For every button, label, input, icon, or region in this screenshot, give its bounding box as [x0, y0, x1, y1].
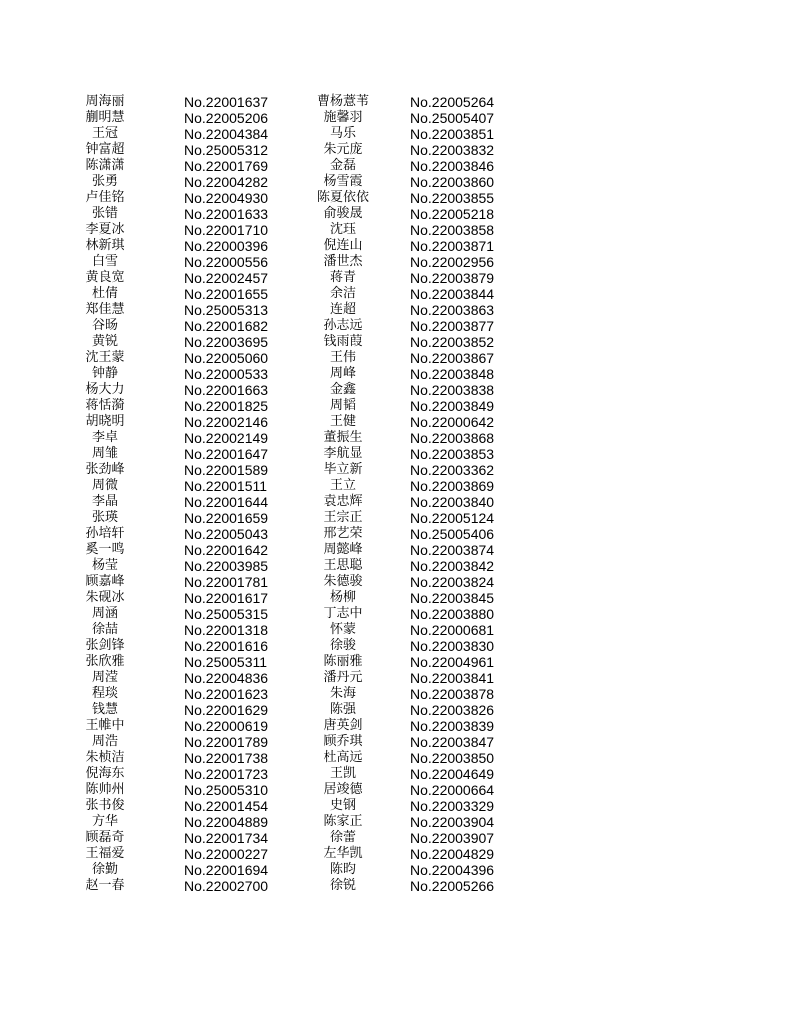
name-right: 陈丽雅: [323, 654, 363, 669]
table-row: [0, 750, 800, 766]
table-row: [0, 142, 800, 158]
name-right: 潘世杰: [323, 254, 363, 269]
id-number-right: No.22005218: [410, 206, 495, 222]
name-right: 王思聪: [323, 558, 363, 573]
name-left: 顾磊奇: [85, 830, 125, 845]
id-number-right: No.22000681: [410, 622, 495, 638]
id-number-right: No.22003855: [410, 190, 495, 206]
name-right: 施馨羽: [323, 110, 363, 125]
id-number-left: No.22001637: [184, 94, 269, 110]
name-right: 陈强: [329, 702, 356, 717]
id-number-right: No.22004649: [410, 766, 495, 782]
name-left: 蒯明慧: [85, 110, 125, 125]
name-right: 周懿峰: [323, 542, 363, 557]
table-row: [0, 862, 800, 878]
table-row: [0, 350, 800, 366]
id-number-right: No.22003860: [410, 174, 495, 190]
id-number-right: No.22003868: [410, 430, 495, 446]
id-number-left: No.22001644: [184, 494, 269, 510]
id-number-right: No.22003874: [410, 542, 495, 558]
id-number-left: No.22001723: [184, 766, 269, 782]
table-row: [0, 430, 800, 446]
id-number-right: No.22003848: [410, 366, 495, 382]
table-row: [0, 190, 800, 206]
id-number-left: No.22004889: [184, 814, 269, 830]
table-row: [0, 270, 800, 286]
name-left: 钟富超: [85, 142, 125, 157]
id-number-left: No.22002457: [184, 270, 269, 286]
name-left: 黄锐: [91, 334, 118, 349]
name-right: 沈珏: [329, 222, 356, 237]
table-row: [0, 606, 800, 622]
name-right: 周峰: [329, 366, 356, 381]
table-row: [0, 878, 800, 894]
name-right: 王宗正: [323, 510, 363, 525]
name-left: 王冠: [91, 126, 118, 141]
name-left: 奚一鸣: [85, 542, 125, 557]
name-left: 赵一春: [85, 878, 125, 893]
id-number-left: No.22004836: [184, 670, 269, 686]
name-right: 连超: [329, 302, 356, 317]
table-row: [0, 478, 800, 494]
id-number-right: No.22003329: [410, 798, 495, 814]
name-left: 张错: [91, 206, 118, 221]
table-row: [0, 622, 800, 638]
id-number-left: No.22001642: [184, 542, 269, 558]
id-number-right: No.22000664: [410, 782, 495, 798]
id-number-left: No.22001617: [184, 590, 269, 606]
table-row: [0, 222, 800, 238]
name-left: 卢佳铭: [85, 190, 125, 205]
id-number-right: No.22003871: [410, 238, 495, 254]
id-number-left: No.22004282: [184, 174, 269, 190]
name-left: 钱慧: [91, 702, 118, 717]
id-number-right: No.22003853: [410, 446, 495, 462]
id-number-right: No.22004961: [410, 654, 495, 670]
id-number-right: No.22003841: [410, 670, 495, 686]
name-left: 谷旸: [91, 318, 118, 333]
id-number-left: No.22000619: [184, 718, 269, 734]
id-number-right: No.22005264: [410, 94, 495, 110]
name-left: 张欣雅: [85, 654, 125, 669]
table-row: [0, 366, 800, 382]
id-number-right: No.22003362: [410, 462, 495, 478]
table-row: [0, 398, 800, 414]
id-number-left: No.22005043: [184, 526, 269, 542]
name-right: 史钢: [329, 798, 356, 813]
id-number-right: No.22003869: [410, 478, 495, 494]
name-left: 程琰: [91, 686, 118, 701]
id-number-right: No.22003830: [410, 638, 495, 654]
id-number-right: No.22003849: [410, 398, 495, 414]
id-number-left: No.22005206: [184, 110, 269, 126]
id-number-left: No.25005315: [184, 606, 269, 622]
table-row: [0, 830, 800, 846]
name-right: 杨雪霞: [323, 174, 363, 189]
table-row: [0, 302, 800, 318]
id-number-right: No.22003842: [410, 558, 495, 574]
id-number-left: No.22001511: [184, 478, 268, 494]
id-number-left: No.22001629: [184, 702, 269, 718]
name-left: 钟静: [91, 366, 118, 381]
name-left: 张勇: [91, 174, 118, 189]
id-number-left: No.22005060: [184, 350, 269, 366]
table-row: [0, 254, 800, 270]
id-number-left: No.22001694: [184, 862, 269, 878]
name-right: 俞骏晟: [323, 206, 363, 221]
id-number-right: No.22003877: [410, 318, 495, 334]
table-row: [0, 126, 800, 142]
name-left: 周雏: [91, 446, 118, 461]
table-row: [0, 766, 800, 782]
id-number-left: No.22001738: [184, 750, 269, 766]
id-number-right: No.22003840: [410, 494, 495, 510]
id-number-left: No.25005310: [184, 782, 269, 798]
name-left: 白雪: [91, 254, 118, 269]
id-number-right: No.22003904: [410, 814, 495, 830]
table-row: [0, 590, 800, 606]
id-number-right: No.22003826: [410, 702, 495, 718]
table-row: [0, 414, 800, 430]
name-left: 张剑锋: [85, 638, 125, 653]
name-left: 张劲峰: [85, 462, 125, 477]
table-row: [0, 654, 800, 670]
name-right: 孙志远: [323, 318, 363, 333]
name-right: 丁志中: [323, 606, 363, 621]
id-number-right: No.22003858: [410, 222, 495, 238]
name-left: 林新琪: [85, 238, 125, 253]
id-number-right: No.22002956: [410, 254, 495, 270]
name-left: 周浩: [91, 734, 118, 749]
id-number-left: No.22001682: [184, 318, 269, 334]
id-number-right: No.22003867: [410, 350, 495, 366]
id-number-left: No.22004930: [184, 190, 269, 206]
name-left: 周滢: [91, 670, 118, 685]
id-number-right: No.22003838: [410, 382, 495, 398]
name-left: 张书俊: [85, 798, 125, 813]
name-right: 朱德骏: [323, 574, 363, 589]
name-left: 孙培轩: [85, 526, 125, 541]
id-number-right: No.25005406: [410, 526, 495, 542]
id-number-right: No.22005124: [410, 510, 495, 526]
table-row: [0, 462, 800, 478]
name-right: 董振生: [323, 430, 363, 445]
name-right: 蒋青: [329, 270, 356, 285]
id-number-right: No.25005407: [410, 110, 495, 126]
id-number-right: No.22003879: [410, 270, 495, 286]
id-number-left: No.22001769: [184, 158, 269, 174]
name-right: 周韬: [329, 398, 356, 413]
id-number-right: No.22003880: [410, 606, 495, 622]
table-row: [0, 446, 800, 462]
table-row: [0, 558, 800, 574]
name-right: 李航显: [323, 446, 363, 461]
name-right: 倪连山: [323, 238, 363, 253]
id-number-right: No.22003850: [410, 750, 495, 766]
id-number-left: No.22001710: [184, 222, 269, 238]
id-number-right: No.22004396: [410, 862, 495, 878]
id-number-left: No.22001633: [184, 206, 269, 222]
id-number-left: No.22003695: [184, 334, 269, 350]
table-row: [0, 686, 800, 702]
name-left: 顾嘉峰: [85, 574, 125, 589]
name-left: 倪海东: [85, 766, 125, 781]
table-row: [0, 574, 800, 590]
name-left: 沈王蒙: [85, 350, 125, 365]
table-row: [0, 238, 800, 254]
table-row: [0, 670, 800, 686]
id-number-left: No.22001589: [184, 462, 269, 478]
name-right: 朱元庞: [323, 142, 363, 157]
name-right: 金鑫: [329, 382, 356, 397]
name-left: 王帷中: [85, 718, 125, 733]
table-row: [0, 318, 800, 334]
name-right: 居竣德: [323, 782, 363, 797]
name-left: 杨莹: [91, 558, 118, 573]
id-number-left: No.22001789: [184, 734, 269, 750]
id-number-left: No.22001781: [184, 574, 269, 590]
id-number-right: No.22003878: [410, 686, 495, 702]
name-left: 方华: [91, 814, 118, 829]
id-number-right: No.22003907: [410, 830, 495, 846]
table-row: [0, 110, 800, 126]
id-number-left: No.22000533: [184, 366, 269, 382]
name-left: 陈帅州: [85, 782, 125, 797]
name-left: 朱桢洁: [85, 750, 125, 765]
name-left: 陈潇潇: [85, 158, 125, 173]
id-number-right: No.22003851: [410, 126, 495, 142]
table-row: [0, 702, 800, 718]
name-left: 朱砚冰: [85, 590, 125, 605]
name-left: 周微: [91, 478, 118, 493]
id-number-right: No.22003852: [410, 334, 495, 350]
table-row: [0, 526, 800, 542]
table-row: [0, 510, 800, 526]
id-number-left: No.22001647: [184, 446, 269, 462]
id-number-left: No.22002146: [184, 414, 269, 430]
id-number-left: No.22002149: [184, 430, 269, 446]
name-right: 徐骏: [329, 638, 356, 653]
name-right: 毕立新: [323, 462, 363, 477]
name-right: 杜高远: [323, 750, 363, 765]
id-number-left: No.22000396: [184, 238, 269, 254]
name-left: 周海丽: [85, 94, 125, 109]
id-number-right: No.22003845: [410, 590, 495, 606]
name-left: 李卓: [91, 430, 118, 445]
id-number-left: No.22001734: [184, 830, 269, 846]
name-right: 钱雨葭: [323, 334, 363, 349]
id-number-left: No.22001616: [184, 638, 269, 654]
table-row: [0, 798, 800, 814]
id-number-left: No.22001655: [184, 286, 269, 302]
id-number-right: No.22003839: [410, 718, 495, 734]
name-right: 朱海: [329, 686, 356, 701]
id-number-left: No.22001659: [184, 510, 269, 526]
name-right: 王健: [329, 414, 356, 429]
name-left: 杜倩: [91, 286, 118, 301]
id-number-left: No.22001663: [184, 382, 269, 398]
name-right: 顾乔琪: [323, 734, 363, 749]
table-row: [0, 718, 800, 734]
id-number-right: No.22000642: [410, 414, 495, 430]
name-left: 李夏冰: [85, 222, 125, 237]
id-number-left: No.22004384: [184, 126, 269, 142]
id-number-right: No.22003863: [410, 302, 495, 318]
table-row: [0, 734, 800, 750]
name-right: 金磊: [329, 158, 356, 173]
id-number-left: No.22001454: [184, 798, 269, 814]
name-right: 袁忠辉: [323, 494, 363, 509]
name-left: 蒋恬漪: [85, 398, 125, 413]
id-number-right: No.22003832: [410, 142, 495, 158]
table-row: [0, 174, 800, 190]
name-right: 陈夏依依: [316, 190, 369, 205]
id-number-right: No.22003846: [410, 158, 495, 174]
id-number-left: No.22001623: [184, 686, 269, 702]
name-right: 王凯: [329, 766, 356, 781]
name-left: 周涵: [91, 606, 118, 621]
table-row: [0, 382, 800, 398]
id-number-right: No.22005266: [410, 878, 495, 894]
table-row: [0, 638, 800, 654]
name-left: 黄良宽: [85, 270, 125, 285]
name-right: 陈昀: [329, 862, 356, 877]
name-right: 陈家正: [323, 814, 363, 829]
name-right: 曹杨薏苇: [316, 94, 369, 109]
name-left: 郑佳慧: [85, 302, 125, 317]
name-left: 杨大力: [85, 382, 125, 397]
id-number-left: No.22002700: [184, 878, 269, 894]
id-number-left: No.22001825: [184, 398, 269, 414]
name-right: 潘丹元: [323, 670, 363, 685]
name-right: 唐英剑: [323, 718, 363, 733]
id-number-left: No.22000227: [184, 846, 269, 862]
name-right: 余洁: [329, 286, 356, 301]
id-number-left: No.25005312: [184, 142, 269, 158]
table-row: [0, 286, 800, 302]
name-right: 徐锐: [329, 878, 356, 893]
name-right: 左华凯: [323, 846, 363, 861]
id-number-left: No.25005313: [184, 302, 269, 318]
id-number-right: No.22003847: [410, 734, 495, 750]
id-number-left: No.22001318: [184, 622, 269, 638]
name-left: 徐勤: [91, 862, 118, 877]
roster-table: [0, 94, 800, 894]
table-row: [0, 206, 800, 222]
name-left: 张瑛: [91, 510, 118, 525]
name-right: 马乐: [329, 126, 356, 141]
id-number-right: No.22003824: [410, 574, 495, 590]
name-left: 王福爱: [85, 846, 125, 861]
table-row: [0, 782, 800, 798]
id-number-right: No.22004829: [410, 846, 495, 862]
table-row: [0, 814, 800, 830]
table-row: [0, 846, 800, 862]
name-right: 王伟: [329, 350, 356, 365]
table-row: [0, 94, 800, 110]
name-right: 王立: [329, 478, 356, 493]
id-number-right: No.22003844: [410, 286, 495, 302]
table-row: [0, 158, 800, 174]
name-right: 怀蒙: [329, 622, 356, 637]
table-row: [0, 494, 800, 510]
name-left: 胡晓明: [85, 414, 125, 429]
id-number-left: No.22003985: [184, 558, 269, 574]
name-left: 李晶: [91, 494, 118, 509]
table-row: [0, 542, 800, 558]
name-right: 杨柳: [329, 590, 356, 605]
id-number-left: No.22000556: [184, 254, 269, 270]
id-number-left: No.25005311: [184, 654, 268, 670]
table-row: [0, 334, 800, 350]
name-left: 徐喆: [91, 622, 118, 637]
name-right: 邢艺荣: [323, 526, 363, 541]
name-right: 徐蕾: [329, 830, 356, 845]
